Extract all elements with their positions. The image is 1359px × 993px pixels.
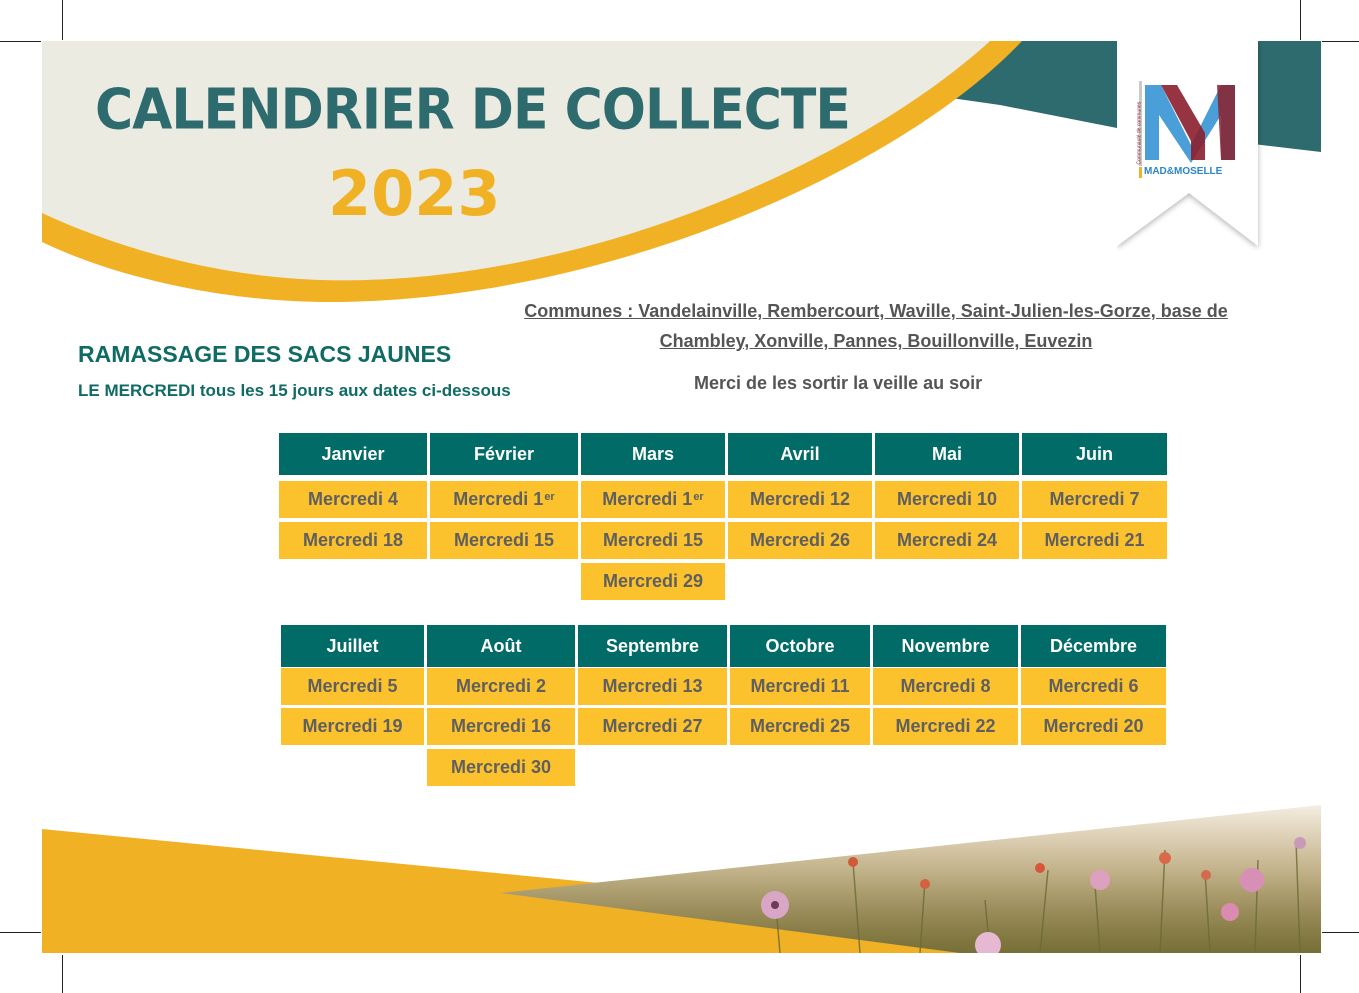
collection-date [1022, 481, 1167, 518]
collection-date [427, 749, 575, 786]
collection-date [875, 522, 1019, 559]
notice-text: Merci de les sortir la veille au soir [694, 373, 983, 393]
year-label: 2023 [328, 157, 501, 230]
collection-date [279, 481, 427, 518]
collection-date [279, 522, 427, 559]
collection-date-text: Mercredi 22 [895, 716, 996, 736]
page-title: CALENDRIER DE COLLECTE [95, 77, 850, 143]
collection-date [873, 668, 1018, 705]
collection-date [875, 481, 1019, 518]
month-header: Décembre [1021, 625, 1166, 667]
section-subtitle: LE MERCREDI tous les 15 jours aux dates ci-dessous [78, 381, 511, 400]
collection-date-text: Mercredi 21 [1044, 530, 1145, 550]
collection-date-text: Mercredi 27 [602, 716, 703, 736]
calendar-second-half [279, 625, 1169, 790]
mad-moselle-logo [1117, 41, 1267, 251]
collection-date-text: Mercredi 20 [1043, 716, 1144, 736]
collection-date [281, 708, 424, 745]
collection-date-text: Mercredi 7 [1049, 489, 1140, 509]
logo-side-text: Communauté de communes [1136, 101, 1143, 165]
month-header: Septembre [578, 625, 727, 667]
collection-date-text: Mercredi 30 [450, 757, 552, 777]
communes-line-2: Chambley, Xonville, Pannes, Bouillonville, Euvezin [659, 331, 1093, 351]
communes-list [506, 296, 1246, 356]
logo-wordmark: MAD&MOSELLE [1144, 166, 1223, 177]
month-header: Août [427, 625, 575, 667]
month-header: Mai [875, 433, 1019, 475]
collection-date [578, 668, 727, 705]
collection-date [1022, 522, 1167, 559]
collection-date-text: Mercredi 1 [602, 489, 693, 509]
calendar-first-half [279, 433, 1169, 603]
collection-date [730, 668, 870, 705]
collection-date-text: Mercredi 13 [602, 676, 703, 696]
collection-date [1021, 708, 1166, 745]
month-header: Juin [1022, 433, 1167, 475]
collection-date [581, 481, 725, 518]
collection-date-text: Mercredi 24 [896, 530, 998, 550]
collection-date-text: Mercredi 15 [453, 530, 555, 550]
collection-date-text: Mercredi 18 [302, 530, 404, 550]
collection-date [430, 481, 578, 518]
collection-date-text: Mercredi 1 [453, 489, 544, 509]
collection-date-text: Mercredi 26 [749, 530, 851, 550]
collection-date [873, 708, 1018, 745]
month-header: Mars [581, 433, 725, 475]
collection-date [281, 668, 424, 705]
collection-date-text: Mercredi 25 [749, 716, 851, 736]
collection-date [728, 522, 872, 559]
collection-date-text: Mercredi 5 [307, 676, 398, 696]
collection-date-text: Mercredi 11 [750, 676, 850, 696]
collection-date [427, 708, 575, 745]
collection-date-text: Mercredi 16 [450, 716, 552, 736]
collection-date [728, 481, 872, 518]
month-header: Janvier [279, 433, 427, 475]
collection-date-text: Mercredi 8 [900, 676, 991, 696]
collection-date-text: Mercredi 29 [602, 571, 704, 591]
month-header: Novembre [873, 625, 1018, 667]
month-header: Juillet [281, 625, 424, 667]
collection-date-text: Mercredi 2 [455, 676, 547, 696]
collection-date [581, 563, 725, 600]
ordinal-suffix: er [693, 490, 704, 503]
collection-date-text: Mercredi 12 [749, 489, 851, 509]
month-header: Février [430, 433, 578, 475]
section-title: RAMASSAGE DES SACS JAUNES [78, 341, 452, 367]
collection-date [581, 522, 725, 559]
collection-date-text: Mercredi 4 [307, 489, 399, 509]
month-header: Avril [728, 433, 872, 475]
collection-date [427, 668, 575, 705]
collection-date-text: Mercredi 10 [896, 489, 998, 509]
month-header: Octobre [730, 625, 870, 667]
collection-date [430, 522, 578, 559]
collection-date [578, 708, 727, 745]
collection-date [730, 708, 870, 745]
ordinal-suffix: er [544, 490, 555, 503]
collection-date-text: Mercredi 6 [1048, 676, 1139, 696]
collection-date [1021, 668, 1166, 705]
collection-date-text: Mercredi 19 [302, 716, 403, 736]
communes-line-1: Communes : Vandelainville, Rembercourt, Waville, Saint-Julien-les-Gorze, base de [524, 301, 1228, 321]
collection-date-text: Mercredi 15 [602, 530, 704, 550]
